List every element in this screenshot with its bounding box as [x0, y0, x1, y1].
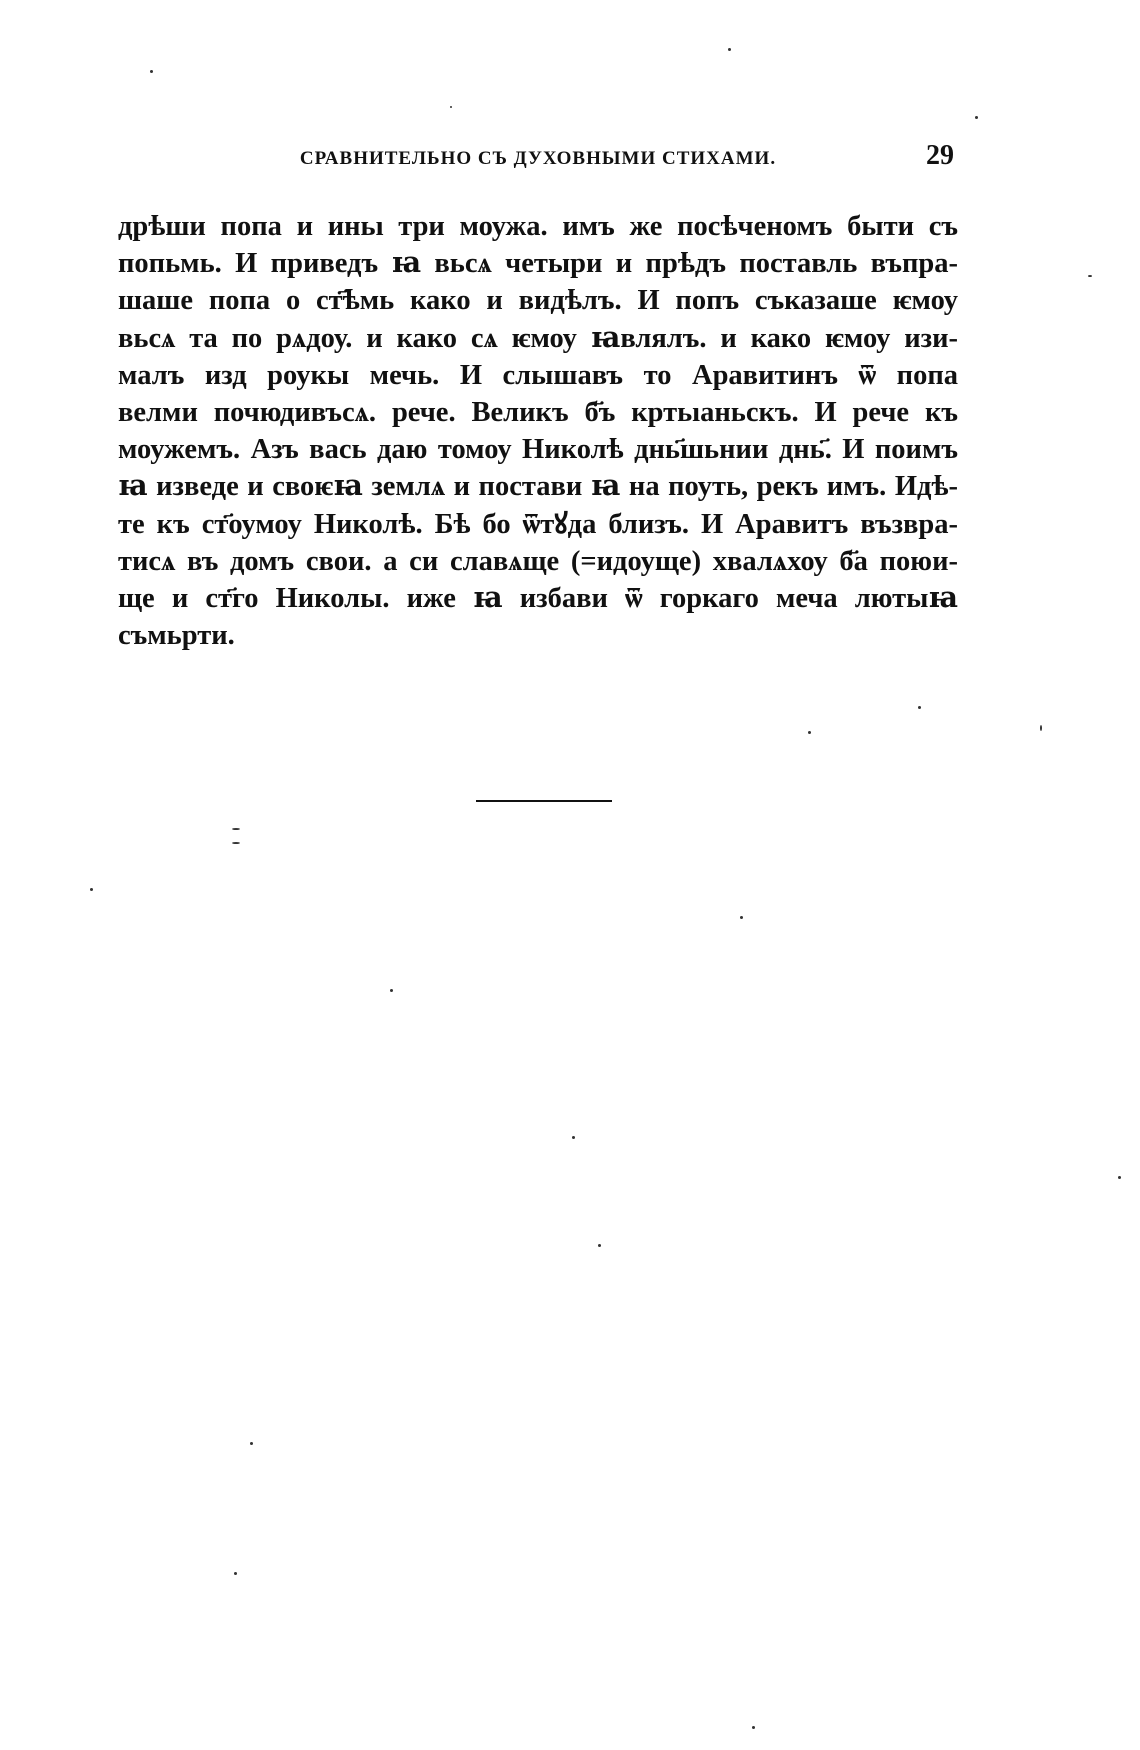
scan-speck	[232, 842, 240, 844]
scan-speck	[740, 916, 743, 919]
text-line: попьмь. И приведъ ꙗ вьсѧ четыри и прѣдъ поставль въпра-	[118, 248, 958, 280]
running-title: СРАВНИТЕЛЬНО СЪ ДУХОВНЫМИ СТИХАМИ.	[299, 148, 777, 169]
scan-speck	[598, 1244, 601, 1247]
scan-speck	[728, 48, 731, 51]
text-line: моужемъ. Азъ вась даю томоу Николѣ днь҃шьнии днь҃. И поимъ	[118, 434, 958, 466]
text-line: ще и ст҃го Николы. иже ꙗ избави ѿ горкаго меча лютыꙗ	[118, 582, 958, 614]
scan-speck	[234, 1572, 237, 1575]
section-end-rule	[476, 800, 612, 802]
text-line: дрѣши попа и иньı три моужа. имъ же посѣченомъ быти съ	[118, 211, 958, 242]
text-line: малъ изд роукы мечь. И слышавъ то Аравитинъ ѿ попа	[118, 359, 958, 391]
text-line: ꙗ изведе и своѥꙗ землѧ и постави ꙗ на поуть, рекъ имъ. Идѣ-	[118, 471, 958, 503]
scan-speck	[808, 731, 811, 734]
text-line: вьсѧ та по рѧдоу. и како сѧ ѥмоу ꙗвлялъ. и како ѥмоу изи-	[118, 322, 958, 354]
body-text	[118, 208, 958, 654]
text-line: тисѧ въ домъ свои. а си славѧще (=идоуще) хвалѧхоу б҃а поюи-	[118, 545, 958, 577]
scan-speck	[232, 828, 240, 830]
scan-speck	[975, 116, 978, 119]
scan-speck	[1040, 725, 1042, 731]
text-line: велми почюдивъсѧ. рече. Великъ б҃ъ кртьıаньскъ. И рече къ	[118, 396, 958, 428]
scan-speck	[918, 706, 921, 709]
scan-speck	[572, 1136, 575, 1139]
text-line: съмьрти.	[118, 620, 235, 652]
text-line: шаше попа о ст҃ѣмь како и видѣлъ. И попъ съказаше ѥмоу	[118, 285, 958, 317]
scan-speck	[90, 888, 93, 891]
text-line: те къ ст҃оумоу Николѣ. Бѣ бо ѿтꙋда близъ. И Аравитъ възвра-	[118, 508, 958, 540]
scan-speck	[150, 70, 153, 73]
scan-speck	[752, 1726, 755, 1729]
running-head	[118, 140, 958, 180]
scan-speck	[390, 989, 393, 992]
scan-speck	[450, 106, 452, 108]
scan-speck	[1118, 1176, 1121, 1179]
scan-speck	[1088, 275, 1092, 277]
page-number: 29	[926, 140, 954, 171]
scan-speck	[250, 1442, 253, 1445]
